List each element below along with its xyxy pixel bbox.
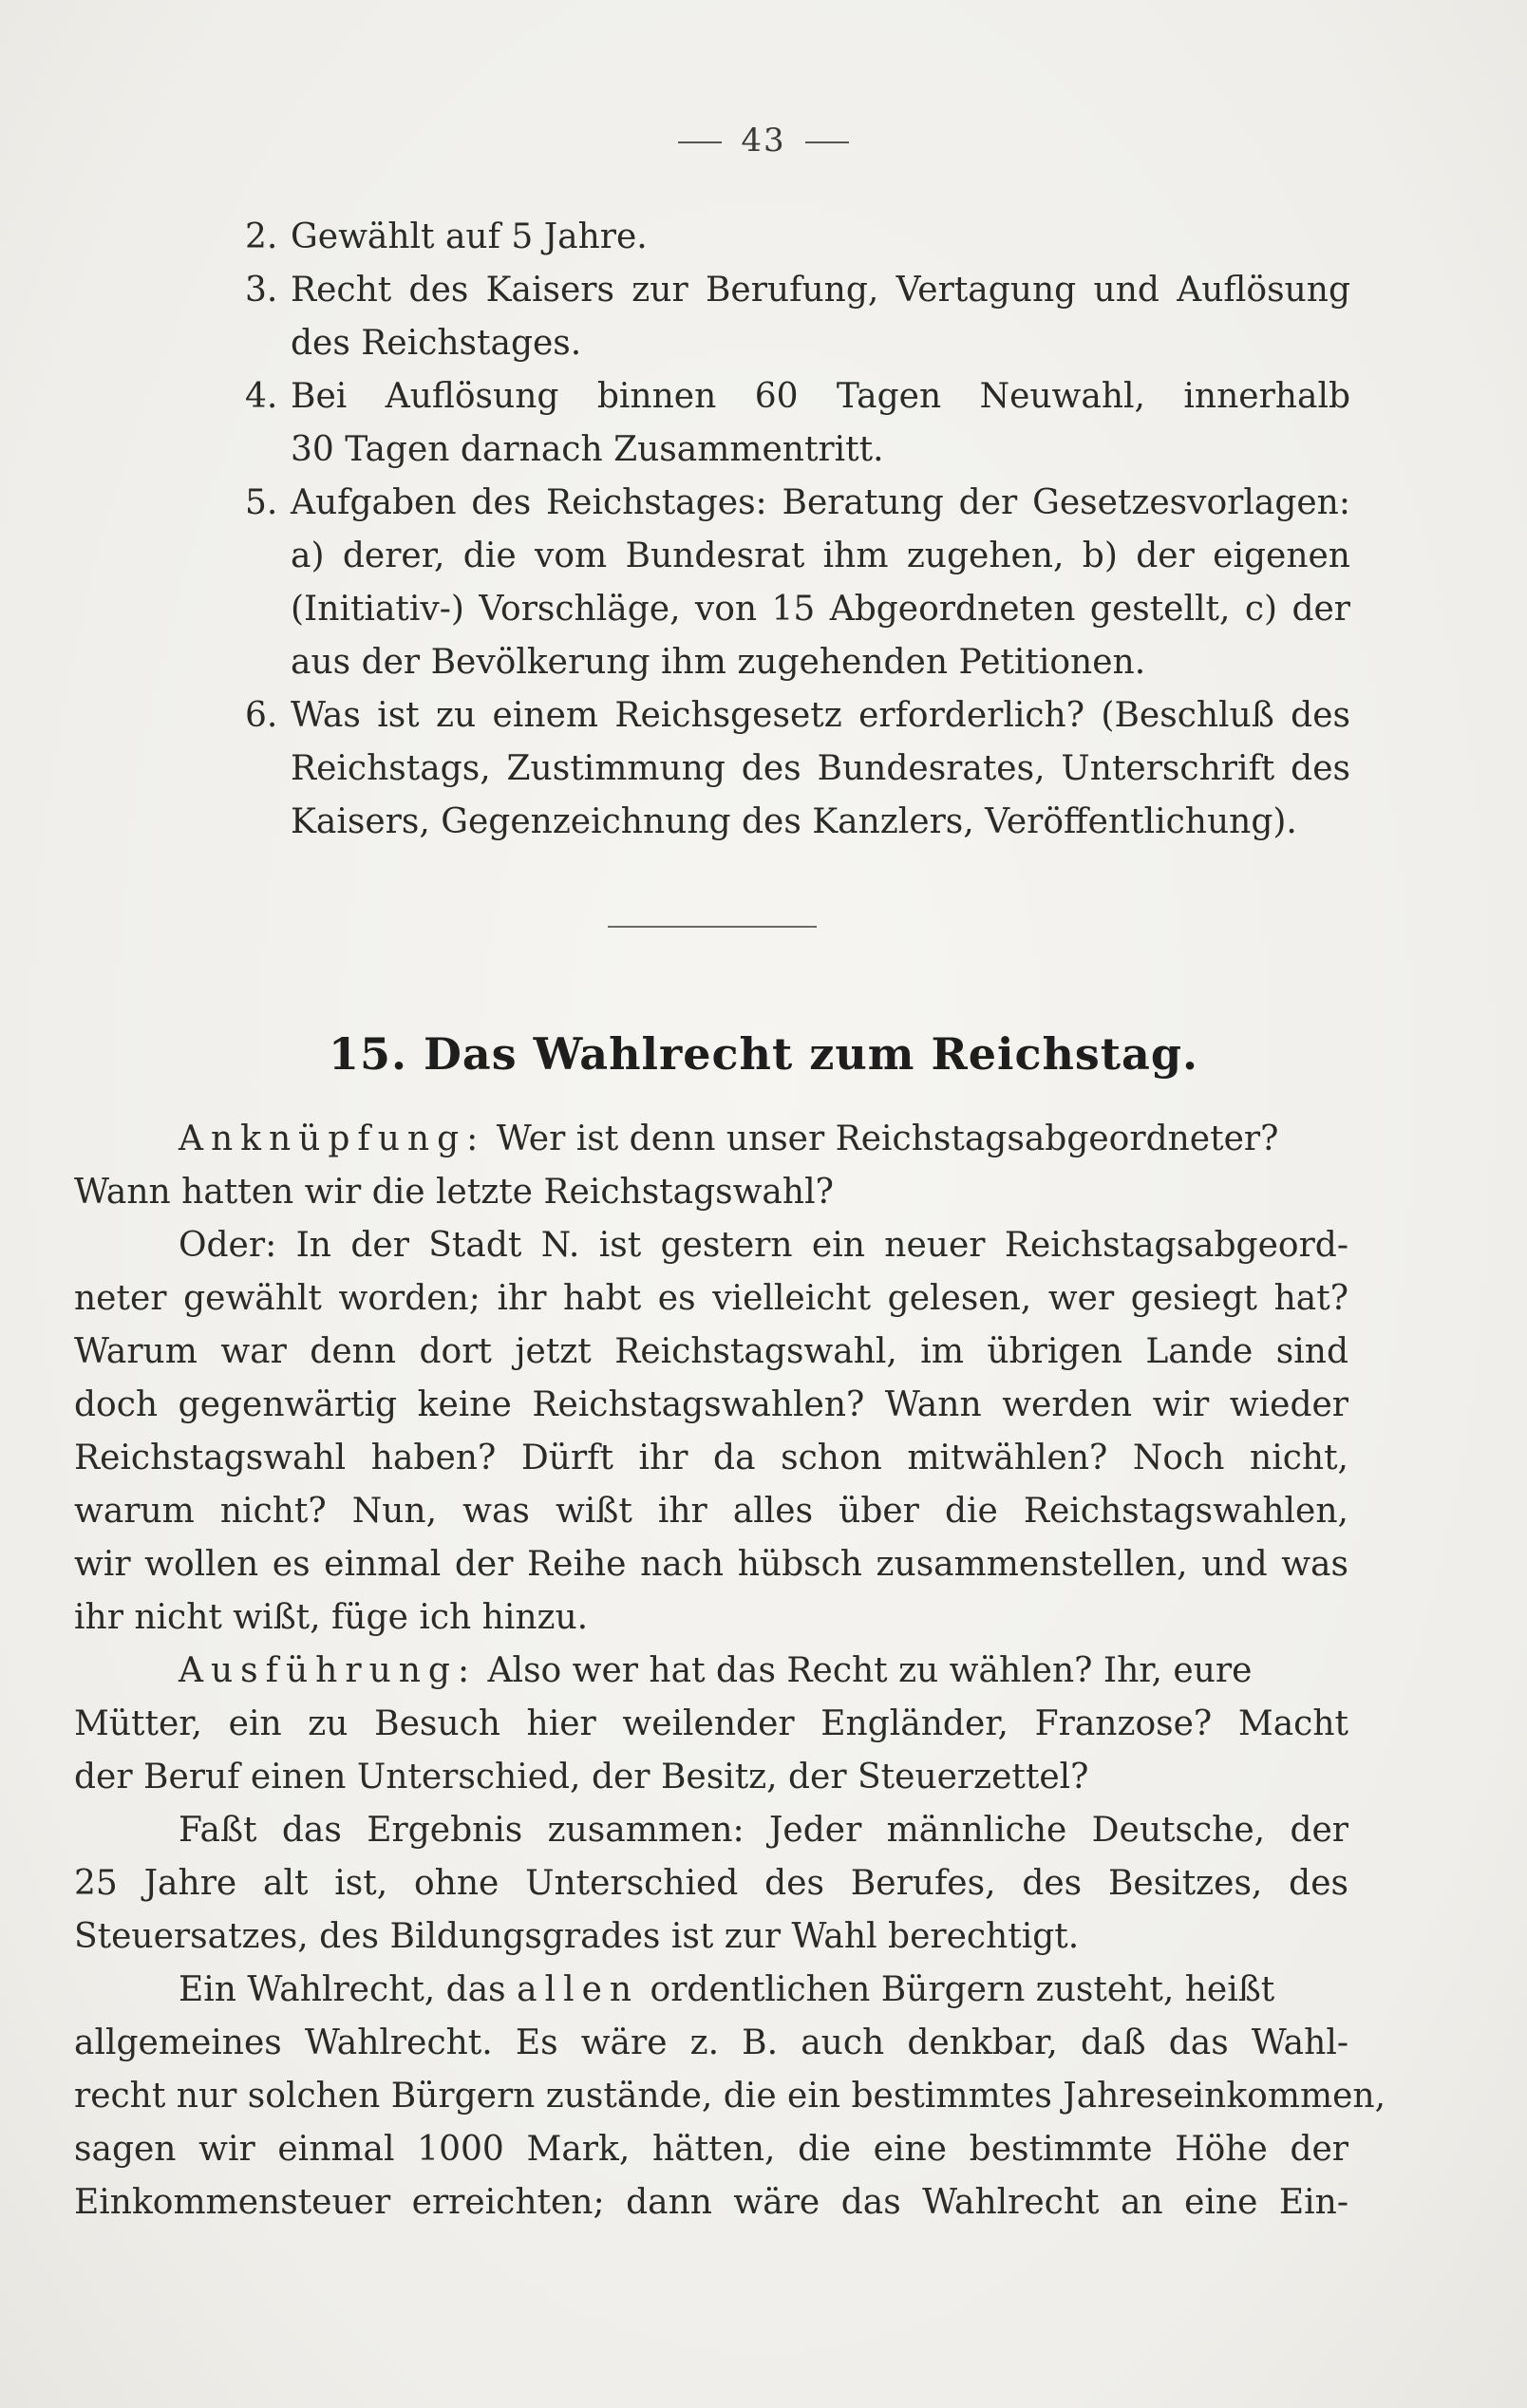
list-item-line: Reichstags, Zustimmung des Bundesrates, Unterschrift des [291,749,1350,788]
paragraph-line: ihr nicht wißt, füge ich hinzu. [74,1598,589,1637]
emphasis-spaced: allen [517,1970,640,2009]
page-number-dash-right [805,141,849,143]
paragraph-line: Steuersatzes, des Bildungsgrades ist zur Wahl berechtigt. [74,1917,1080,1956]
list-item-number: 2. [245,217,278,256]
paragraph-line: Wann hatten wir die letzte Reichstagswahl? [74,1173,834,1212]
paragraph-line: Mütter, ein zu Besuch hier weilender Engländer, Franzose? Macht [74,1704,1348,1743]
list-item-number: 6. [245,696,278,735]
list-item-line: Bei Auflösung binnen 60 Tagen Neuwahl, innerhalb [291,377,1350,416]
paragraph-label: Anknüpfung: [179,1119,486,1158]
list-item-line: aus der Bevölkerung ihm zugehenden Petitionen. [291,643,1146,682]
paragraph-line: wir wollen es einmal der Reihe nach hübsch zusammenstellen, und was [74,1545,1348,1584]
page-number: 43 [0,122,1527,160]
section-divider [608,926,817,928]
paragraph-line: Einkommensteuer erreichten; dann wäre das Wahlrecht an eine Ein- [74,2183,1348,2222]
paragraph-line: recht nur solchen Bürgern zustände, die ein bestimmtes Jahreseinkommen, [74,2077,1386,2116]
list-item-number: 4. [245,377,278,416]
list-item-line: 30 Tagen darnach Zusammentritt. [291,430,884,469]
list-item-line: Aufgaben des Reichstages: Beratung der Gesetzesvorlagen: [291,483,1350,522]
paragraph-line: doch gegenwärtig keine Reichstagswahlen? Wann werden wir wieder [74,1385,1348,1424]
list-item-line: (Initiativ-) Vorschläge, von 15 Abgeordneten gestellt, c) der [291,590,1350,629]
paragraph-line: Anknüpfung: Wer ist denn unser Reichstagsabgeordneter? [179,1119,1279,1158]
paragraph-line: der Beruf einen Unterschied, der Besitz, der Steuerzettel? [74,1758,1089,1797]
page-number-dash-left [678,141,722,143]
paragraph-label: Ausführung: [179,1651,478,1690]
list-item-number: 3. [245,271,278,310]
paragraph-line: allgemeines Wahlrecht. Es wäre z. B. auch denkbar, daß das Wahl- [74,2023,1348,2062]
list-item-line: Kaisers, Gegenzeichnung des Kanzlers, Veröffentlichung). [291,802,1297,841]
paragraph-line: Reichstagswahl haben? Dürft ihr da schon mitwählen? Noch nicht, [74,1439,1348,1477]
paragraph-line: sagen wir einmal 1000 Mark, hätten, die eine bestimmte Höhe der [74,2130,1348,2169]
paragraph-line: Faßt das Ergebnis zusammen: Jeder männliche Deutsche, der [179,1811,1348,1850]
section-heading: 15. Das Wahlrecht zum Reichstag. [328,1028,1199,1080]
list-item-number: 5. [245,483,278,522]
list-item-line: Gewählt auf 5 Jahre. [291,217,648,256]
paragraph-line: Ein Wahlrecht, das allen ordentlichen Bürgern zusteht, heißt [179,1970,1275,2009]
paragraph-line: Oder: In der Stadt N. ist gestern ein neuer Reichstagsabgeord- [179,1226,1348,1265]
paragraph-line: 25 Jahre alt ist, ohne Unterschied des Berufes, des Besitzes, des [74,1864,1348,1903]
paragraph-line: Warum war denn dort jetzt Reichstagswahl, im übrigen Lande sind [74,1332,1348,1371]
paragraph-line: Ausführung: Also wer hat das Recht zu wählen? Ihr, eure [179,1651,1253,1690]
list-item-line: des Reichstages. [291,324,582,363]
paragraph-line: warum nicht? Nun, was wißt ihr alles über die Reichstagswahlen, [74,1492,1348,1531]
paragraph-line: neter gewählt worden; ihr habt es vielleicht gelesen, wer gesiegt hat? [74,1279,1348,1318]
list-item-line: a) derer, die vom Bundesrat ihm zugehen, b) der eigenen [291,536,1350,575]
list-item-line: Was ist zu einem Reichsgesetz erforderlich? (Beschluß des [291,696,1350,735]
list-item-line: Recht des Kaisers zur Berufung, Vertagung und Auflösung [291,271,1350,310]
